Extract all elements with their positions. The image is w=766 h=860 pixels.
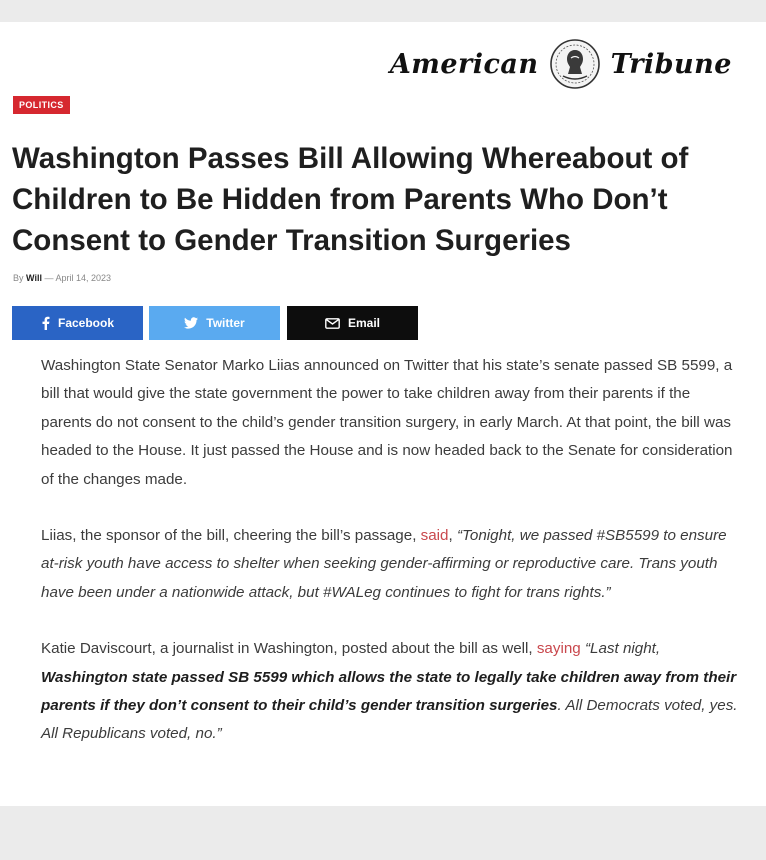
saying-link[interactable]: saying <box>536 640 581 658</box>
paragraph-2 <box>41 522 741 607</box>
paragraph-3 <box>41 635 741 749</box>
said-link[interactable]: said <box>420 527 449 545</box>
email-share-label: Email <box>347 316 380 330</box>
site-logo[interactable] <box>390 32 732 96</box>
eagle-seal-icon <box>549 38 601 90</box>
paragraph-1: Washington State Senator Marko Liias announced on Twitter that his state’s senate passed SB 5599, a bill that would give the state government the power to take children away from their parents if the parents do not consent to the child’s gender transition surgery, in early March. At that point, the bill was headed to the House. It just passed the House and is now headed back to the Senate for consideration of the changes made. <box>41 357 733 488</box>
byline-prefix: By <box>13 273 24 283</box>
email-share-button[interactable] <box>287 306 418 340</box>
article-card <box>0 22 766 806</box>
byline-author[interactable]: Will <box>26 273 42 283</box>
envelope-icon <box>325 318 340 329</box>
paragraph-2-sep: , <box>448 527 457 545</box>
logo-word-left: American <box>389 48 539 80</box>
byline <box>13 273 111 283</box>
journalist-quote-end: . All Democrats voted, yes. All Republicans voted, no.” <box>41 697 738 743</box>
journalist-quote-start: “Last night, <box>580 640 661 658</box>
paragraph-2-lead: Liias, the sponsor of the bill, cheering the bill’s passage, <box>41 527 421 545</box>
paragraph-3-lead: Katie Daviscourt, a journalist in Washington, posted about the bill as well, <box>41 640 537 658</box>
facebook-share-button[interactable] <box>12 306 143 340</box>
article-headline: Washington Passes Bill Allowing Whereabout of Children to Be Hidden from Parents Who Don’t Consent to Gender Transition Surgeries <box>12 142 689 257</box>
journalist-quote-bold: Washington state passed SB 5599 which allows the state to legally take children away from their parents if they don’t consent to their child’s gender transition surgeries <box>41 668 737 715</box>
twitter-share-label: Twitter <box>206 316 245 330</box>
senator-quote: “Tonight, we passed #SB5599 to ensure at-risk youth have access to shelter when seeking gender-affirming or reproductive care. Trans youth have been under a nationwide attack, but #WALeg continues to fight for trans rights.” <box>41 527 727 601</box>
logo-word-right: Tribune <box>610 48 732 80</box>
byline-date: April 14, 2023 <box>55 273 112 283</box>
facebook-icon <box>41 316 50 330</box>
article-body <box>41 352 741 777</box>
twitter-share-button[interactable] <box>149 306 280 340</box>
twitter-bird-icon <box>184 317 198 329</box>
facebook-share-label: Facebook <box>57 316 114 330</box>
category-tag[interactable]: POLITICS <box>13 96 70 114</box>
byline-separator: — <box>44 273 54 283</box>
